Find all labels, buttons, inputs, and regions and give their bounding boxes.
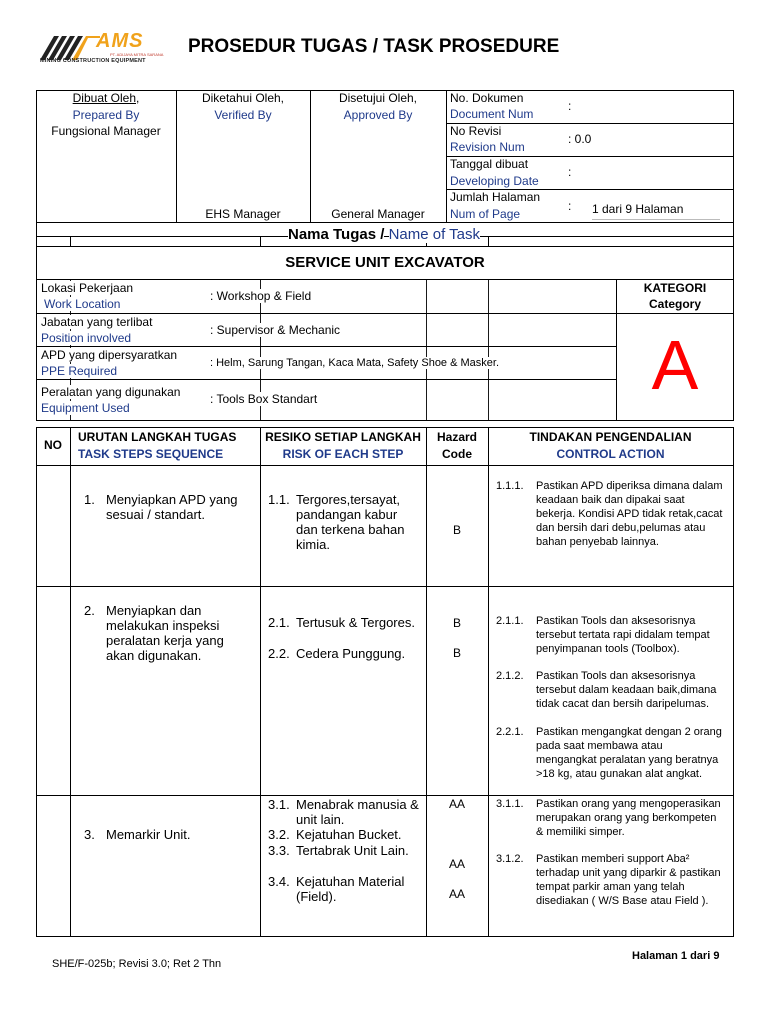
info-ppe-label: APD yang dipersyaratkan	[41, 348, 178, 362]
col-hazard-header-2: Code	[442, 447, 472, 461]
info-ppe-label-en: PPE Required	[41, 364, 118, 378]
table-row-3-risk-2: 3.2. Kejatuhan Bucket.	[268, 827, 402, 842]
table-row-2-risk-2: 2.2. Cedera Punggung.	[268, 646, 406, 661]
approved-by-label: Disetujui Oleh,	[338, 91, 418, 105]
info-position-label: Jabatan yang terlibat	[41, 315, 153, 329]
revision-label-en: Revision Num	[450, 140, 525, 154]
category-label: KATEGORI	[643, 281, 707, 295]
logo-subtitle-1: PT. ADIJAYA MITRA SARANA	[110, 52, 164, 57]
table-row-3-risk-3: 3.3. Tertabrak Unit Lain.	[268, 843, 409, 858]
col-steps-header: URUTAN LANGKAH TUGAS	[78, 430, 237, 444]
table-row-1-hazard: B	[452, 523, 461, 537]
revision-value: : 0.0	[568, 132, 592, 146]
info-location-label: Lokasi Pekerjaan	[41, 281, 134, 295]
table-row-3-hazard-1: AA	[448, 797, 465, 811]
table-row-3-hazard-3: AA	[448, 887, 465, 901]
logo-brand: AMS	[96, 30, 144, 52]
page-title: PROSEDUR TUGAS / TASK PROSEDURE	[188, 36, 560, 57]
category-value: A	[651, 326, 699, 404]
info-equipment-label-en: Equipment Used	[41, 401, 130, 415]
verified-by-name: EHS Manager	[205, 207, 281, 221]
date-value: :	[568, 165, 572, 179]
form-code: SHE/F-025b; Revisi 3.0; Ret 2 Thn	[52, 958, 222, 970]
task-name: SERVICE UNIT EXCAVATOR	[285, 254, 485, 271]
prepared-by-name: Fungsional Manager	[51, 124, 161, 138]
verified-by-label-en: Verified By	[214, 108, 272, 122]
col-control-header: TINDAKAN PENGENDALIAN	[529, 430, 692, 444]
prepared-by-label-en: Prepared By	[72, 108, 140, 122]
table-row-2-control-2: 2.1.2. Pastikan Tools dan aksesorisnya tersebut dalam keadaan baik,dimana tidak cacat dan bersih daripelumas.	[496, 670, 717, 710]
col-steps-header-en: TASK STEPS SEQUENCE	[78, 447, 224, 461]
prepared-by-label: Dibuat Oleh,	[72, 91, 140, 105]
table-row-1-risk: 1.1. Tergores,tersayat, pandangan kabur dan terkena bahan kimia.	[268, 492, 405, 552]
pages-value: 1 dari 9 Halaman	[592, 202, 684, 216]
doc-num-value: :	[568, 99, 572, 113]
table-row-3-step: 3. Memarkir Unit.	[84, 827, 191, 842]
date-label: Tanggal dibuat	[450, 157, 529, 171]
table-row-3-hazard-2: AA	[448, 857, 465, 871]
doc-num-label-en: Document Num	[450, 107, 534, 121]
table-row-2-control-3: 2.2.1. Pastikan mengangkat dengan 2 orang pada saat membawa atau mengangkat peralatan yang beratnya >18 kg, atau gunakan alat angkat.	[496, 726, 722, 780]
table-row-2-step: 2. Menyiapkan dan melakukan inspeksi peralatan kerja yang akan digunakan.	[84, 603, 224, 663]
info-location-label-en: Work Location	[44, 297, 121, 311]
pages-label-en: Num of Page	[450, 207, 521, 221]
pages-label: Jumlah Halaman	[450, 190, 541, 204]
page-indicator: Halaman 1 dari 9	[632, 950, 720, 962]
table-row-3-control-2: 3.1.2. Pastikan memberi support Aba² terhadap unit yang diparkir & pastikan tempat parkir aman yang telah disediakan ( W/S Base atau Field ).	[496, 853, 721, 907]
table-row-2-risk-1: 2.1. Tertusuk & Tergores.	[268, 615, 415, 630]
col-hazard-header: Hazard	[436, 430, 477, 444]
info-ppe-value: : Helm, Sarung Tangan, Kaca Mata, Safety Shoe & Masker.	[210, 357, 500, 369]
pages-colon: :	[568, 199, 572, 213]
info-position-label-en: Position involved	[41, 331, 132, 345]
info-equipment-value: : Tools Box Standart	[210, 392, 318, 406]
date-label-en: Developing Date	[450, 174, 539, 188]
info-location-value: : Workshop & Field	[210, 289, 312, 303]
verified-by-label: Diketahui Oleh,	[201, 91, 285, 105]
category-label-en: Category	[648, 297, 701, 311]
table-row-1-step: 1. Menyiapkan APD yang sesuai / standart.	[84, 492, 238, 522]
approved-by-name: General Manager	[331, 207, 425, 221]
col-control-header-en: CONTROL ACTION	[556, 447, 665, 461]
table-row-3-risk-4: 3.4. Kejatuhan Material (Field).	[268, 874, 405, 904]
col-no-header: NO	[44, 438, 62, 452]
info-equipment-label: Peralatan yang digunakan	[41, 385, 181, 399]
task-name-label: Nama Tugas / Name of Task	[287, 226, 481, 243]
approved-by-label-en: Approved By	[343, 108, 413, 122]
col-risk-header-en: RISK OF EACH STEP	[282, 447, 404, 461]
table-row-2-hazard-1: B	[452, 616, 461, 630]
table-row-3-risk-1: 3.1. Menabrak manusia & unit lain.	[268, 797, 419, 827]
table-row-3-control-1: 3.1.1. Pastikan orang yang mengoperasikan merupakan orang yang berkompeten & memiliki simper.	[496, 798, 721, 838]
revision-label: No Revisi	[450, 124, 502, 138]
company-logo	[40, 30, 168, 66]
table-row-2-control-1: 2.1.1. Pastikan Tools dan aksesorisnya tersebut tertata rapi didalam tempat penyimpanan tools (Toolbox).	[496, 615, 710, 655]
doc-num-label: No. Dokumen	[450, 91, 524, 105]
table-row-2-hazard-2: B	[452, 646, 461, 660]
table-row-1-control: 1.1.1. Pastikan APD diperiksa dimana dalam keadaan baik dan dipakai saat bekerja. Kondisi APD tidak retak,cacat dan bersih dari debu,pelumas atau bahan penyebab lainnya.	[496, 480, 723, 548]
col-risk-header: RESIKO SETIAP LANGKAH	[265, 430, 421, 444]
logo-subtitle-2: MINING CONSTRUCTION EQUIPMENT	[40, 58, 146, 64]
info-position-value: : Supervisor & Mechanic	[210, 323, 341, 337]
